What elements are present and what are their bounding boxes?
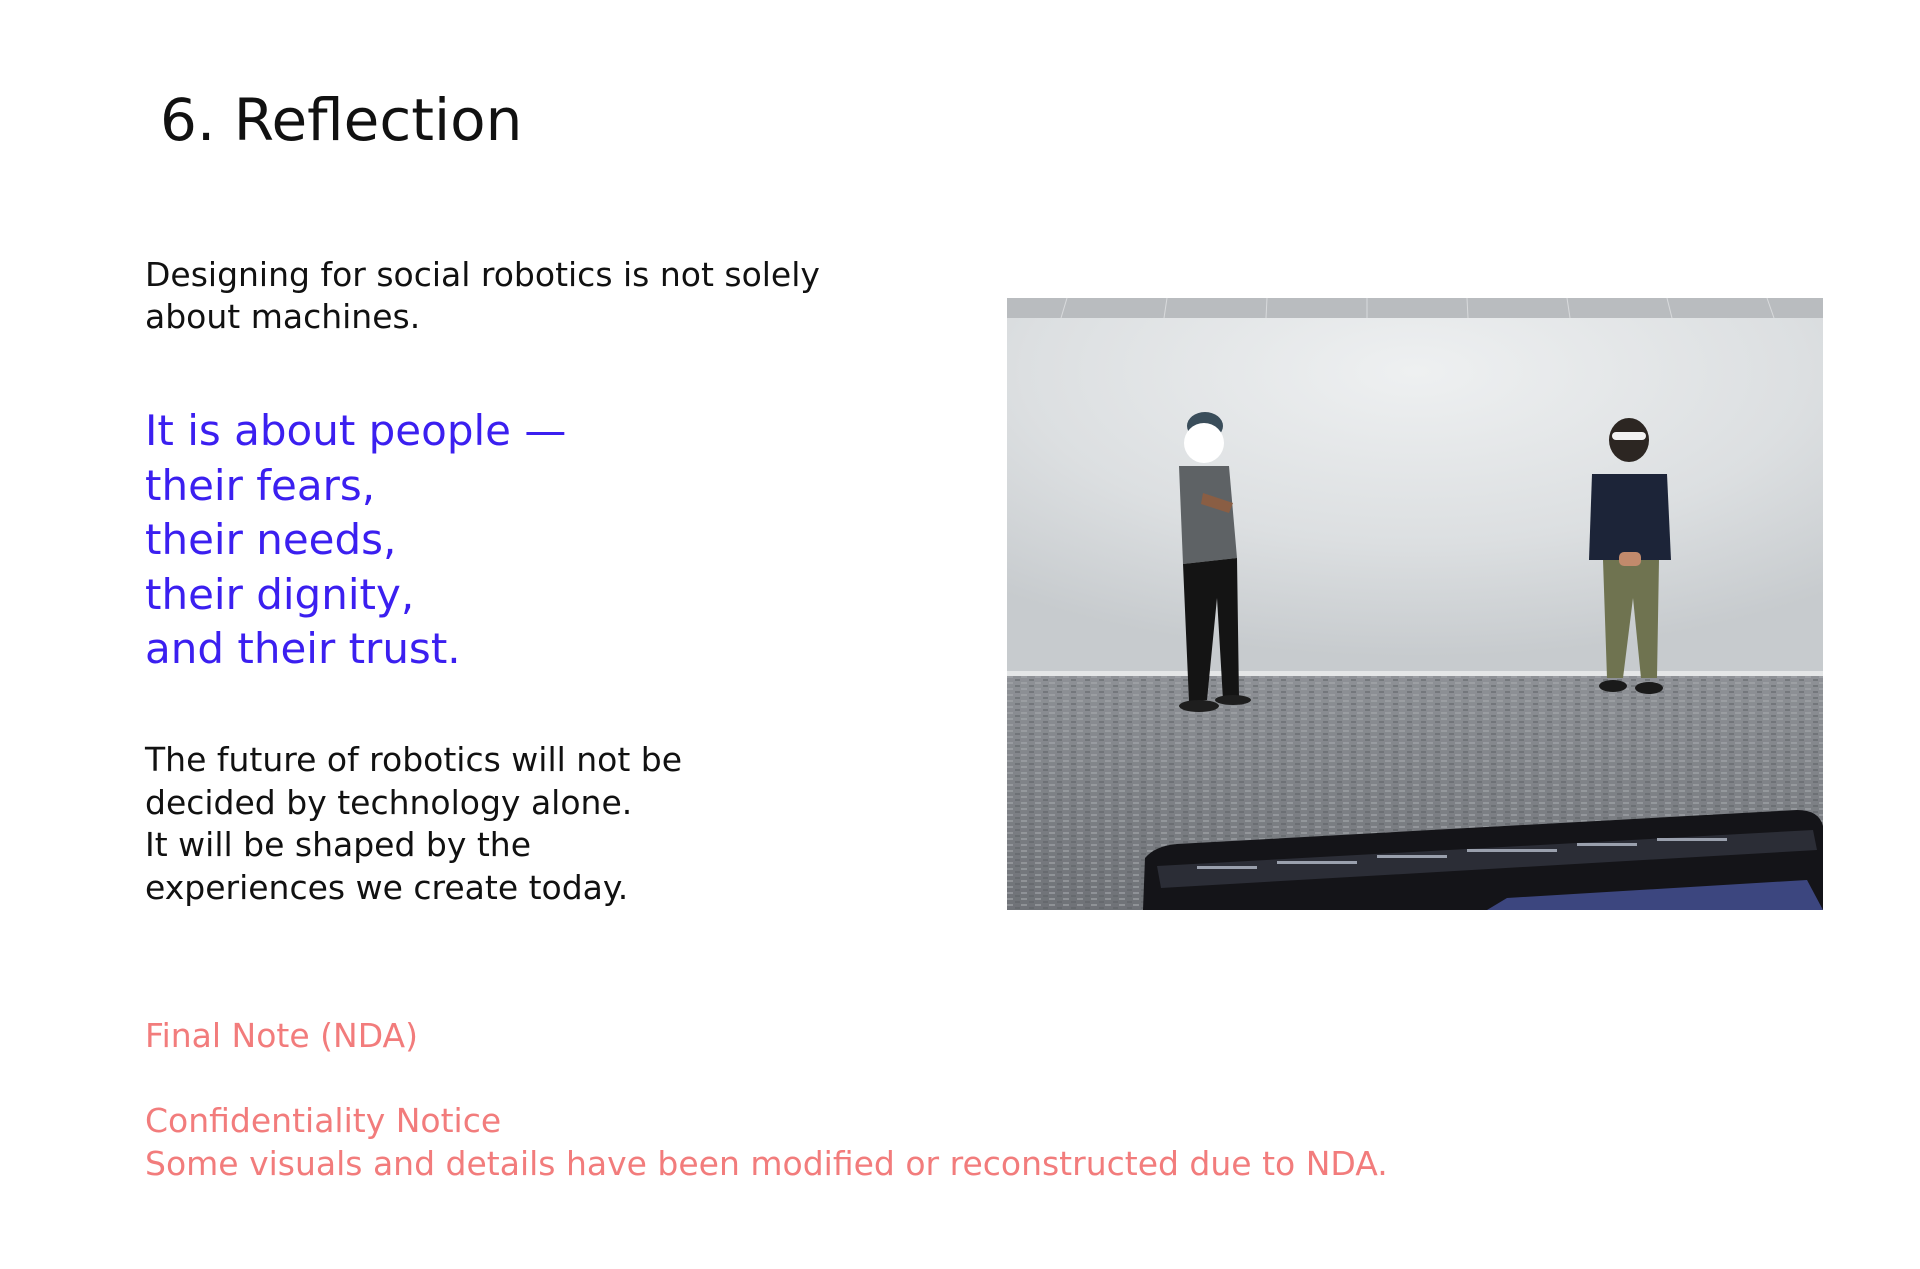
future-line: The future of robotics will not be — [145, 740, 683, 779]
intro-paragraph — [145, 254, 885, 338]
highlight-quote — [145, 404, 785, 677]
notice-text: Some visuals and details have been modified or reconstructed due to NDA. — [145, 1143, 1388, 1183]
future-line: experiences we create today. — [145, 867, 629, 907]
final-note-heading: Final Note (NDA) — [145, 1016, 418, 1055]
quote-line: their dignity, — [145, 569, 415, 619]
study-photo — [1007, 298, 1823, 910]
quote-line: and their trust. — [145, 624, 461, 673]
intro-line: Designing for social robotics is not solely — [145, 255, 820, 294]
notice-heading: Confidentiality Notice — [145, 1101, 502, 1140]
quote-line: their needs, — [145, 515, 397, 564]
future-line: It will be shaped by the — [145, 825, 532, 864]
future-paragraph — [145, 739, 845, 909]
quote-line: It is about people — — [145, 406, 567, 455]
quote-line: their fears, — [145, 460, 376, 510]
intro-line: about machines. — [145, 297, 421, 336]
future-line: decided by technology alone. — [145, 782, 633, 822]
page-title: 6. Reflection — [160, 86, 523, 154]
confidentiality-notice — [145, 1100, 1645, 1185]
